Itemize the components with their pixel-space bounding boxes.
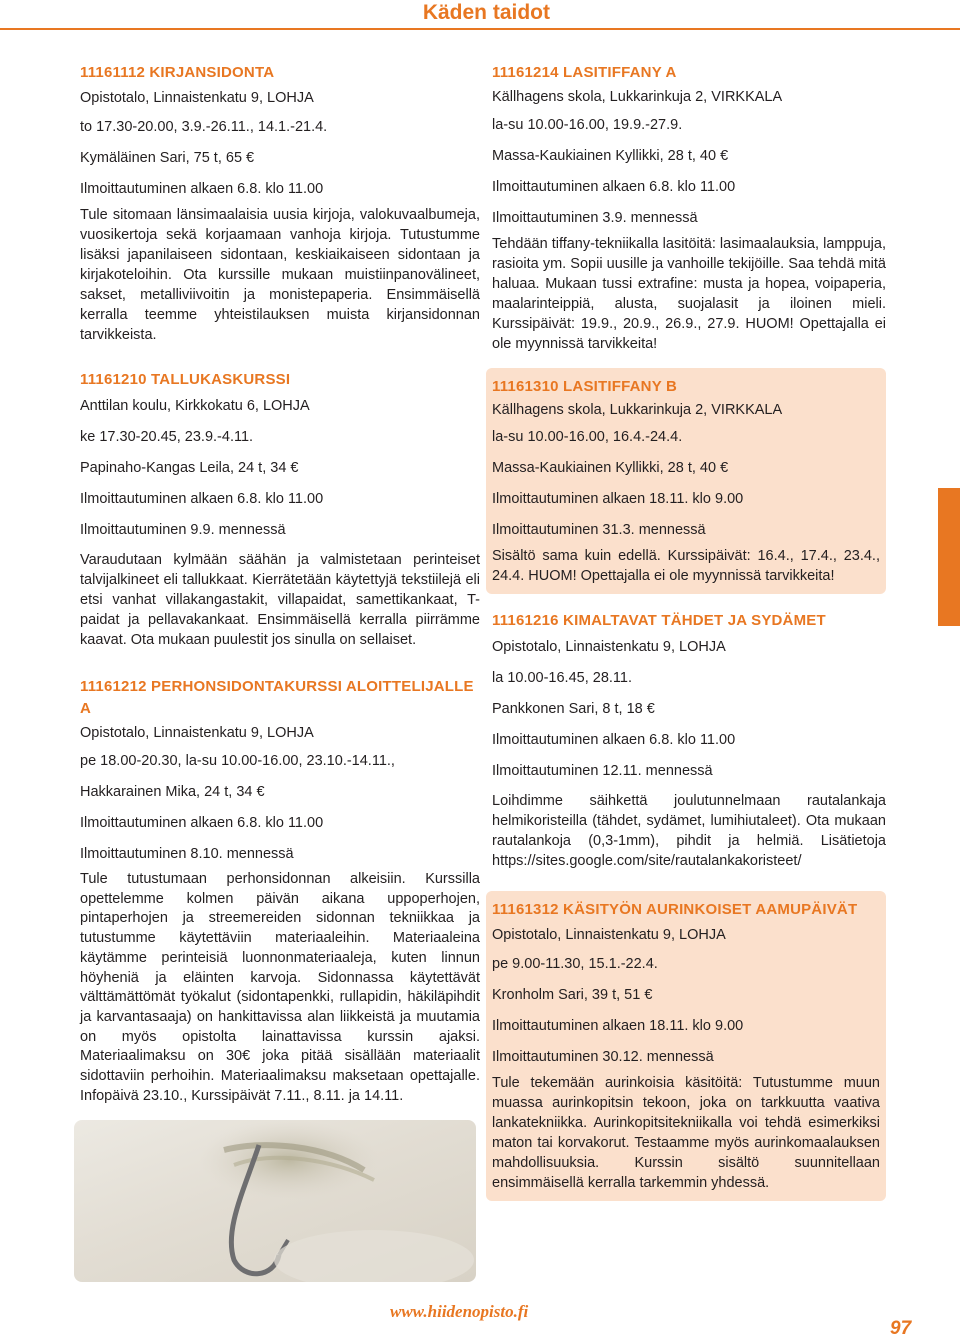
- course-schedule: ke 17.30-20.45, 23.9.-4.11.: [80, 429, 254, 445]
- course-registration-deadline: Ilmoittautuminen 3.9. mennessä: [492, 210, 698, 226]
- page-header: [0, 0, 960, 30]
- course-schedule: to 17.30-20.00, 3.9.-26.11., 14.1.-21.4.: [80, 119, 328, 135]
- course-teacher: Papinaho-Kangas Leila, 24 t, 34 €: [80, 460, 299, 476]
- section-title: Käden taidot: [422, 1, 550, 24]
- course-kimaltavat-tahdet: [492, 610, 886, 871]
- course-registration-deadline: Ilmoittautuminen 9.9. mennessä: [80, 522, 286, 538]
- course-heading: 11161212 PERHONSIDONTAKURSSI ALOITTELIJALLE A: [80, 678, 474, 717]
- course-schedule: la-su 10.00-16.00, 19.9.-27.9.: [492, 117, 683, 133]
- course-schedule: la-su 10.00-16.00, 16.4.-24.4.: [492, 429, 683, 445]
- course-location: Opistotalo, Linnaistenkatu 9, LOHJA: [492, 927, 726, 943]
- course-heading: 11161216 KIMALTAVAT TÄHDET JA SYDÄMET: [492, 612, 826, 629]
- course-schedule: pe 9.00-11.30, 15.1.-22.4.: [492, 956, 658, 972]
- course-description: Varaudutaan kylmään säähän ja valmistetaan perinteiset talvijalkineet eli tallukkaat. Kierrätetään käytettyjä tekstiilejä eli etsi vanhat villakangastakit, villapaidat, samettikankaat, T-paidat ja pellavakankaat. Ensimmäisellä kerralla piirrämme kaavat. Ota mukaan puulestit jos sinulla on sellaiset.: [80, 552, 480, 648]
- course-schedule: la 10.00-16.45, 28.11.: [492, 670, 633, 686]
- course-kirjansidonta: [80, 62, 480, 345]
- page-number: 97: [890, 1318, 912, 1339]
- course-description: Tule tutustumaan perhonsidonnan alkeisiin. Kurssilla opettelemme kolmen päivän aikana uppoperhojen, pintaperhojen ja streemereiden sidonnan tekniikkaa ja tutustumme käytettäviin materiaaleihin. Materiaaleina käytämme perinteisiä luonnonmateriaaleja, kuten linnun höyheniä ja eläinten karvoja. Sidonnassa käytettävät välttämättömät työkalut (sidontapenkki, rullapidin, häkiläpihdit ja karvantasaaja) on hankittavissa alan liikkeistä ja muutamia on myös opistolta lainattavissa kurssin ajaksi. Materiaalimaksu on 30€ joka pitää sisällään materiaalit sidottaviin perhoihin. Materiaalimaksu maksetaan opettajalle. Infopäivä 23.10., Kurssipäivät 7.11., 8.11. ja 14.11.: [80, 871, 480, 1104]
- course-heading: 11161312 KÄSITYÖN AURINKOISET AAMUPÄIVÄT: [492, 901, 858, 918]
- course-lasitiffany-a: [492, 62, 886, 354]
- fly-tying-photo: [74, 1120, 476, 1282]
- course-description: Loihdimme säihkettä joulutunnelmaan rautalankaja helmikoristeilla (tähdet, sydämet, lumihiutaleet). Ota mukaan rautalankoja (0,3-1mm), pihdit ja helmiä. Lisätietoja https://sites.google.com/site/rautalankakoristeet/: [492, 793, 886, 869]
- course-teacher: Massa-Kaukiainen Kyllikki, 28 t, 40 €: [492, 460, 729, 476]
- course-registration-start: Ilmoittautuminen alkaen 6.8. klo 11.00: [80, 815, 324, 831]
- course-location: Opistotalo, Linnaistenkatu 9, LOHJA: [80, 90, 314, 106]
- course-heading: 11161112 KIRJANSIDONTA: [80, 64, 275, 81]
- course-location: Anttilan koulu, Kirkkokatu 6, LOHJA: [80, 398, 310, 414]
- course-registration-deadline: Ilmoittautuminen 30.12. mennessä: [492, 1049, 714, 1065]
- right-column: [492, 62, 886, 1201]
- course-heading: 11161310 LASITIFFANY B: [492, 378, 678, 395]
- course-description: Tehdään tiffany-tekniikalla lasitöitä: lasimaalauksia, lamppuja, rasioita ym. Sopii uusille ja vanhoille tekijöille. Saa tehdä mitä haluaa. Mukaan tussi extrafine: musta ja hopea, voipaperia, maalarinteippiä, alusta, suojalasit ja iloinen mieli. Kurssipäivät: 19.9., 20.9., 26.9., 27.9. HUOM! Opettajalla ei ole myynnissä tarvikkeita!: [492, 236, 886, 352]
- course-location: Källhagens skola, Lukkarinkuja 2, VIRKKALA: [492, 89, 783, 105]
- course-lasitiffany-b: [486, 368, 886, 594]
- course-location: Opistotalo, Linnaistenkatu 9, LOHJA: [492, 639, 726, 655]
- course-location: Källhagens skola, Lukkarinkuja 2, VIRKKALA: [492, 402, 783, 418]
- course-perhonsidonta: [80, 676, 480, 1106]
- course-teacher: Kymäläinen Sari, 75 t, 65 €: [80, 150, 255, 166]
- course-description: Tule sitomaan länsimaalaisia uusia kirjoja, valokuvaalbumeja, vuosikertoja sekä korjaamaan vanhoja kirjoja. Tutustumme lisäksi japanilaiseen sidontaan, keskiaikaiseen sidontaan ja kirjakoteloihin. Ota kurssille mukaan muistiinpanovälineet, sakset, metalliviivoitin ja monistepaperia. Ensimmäisellä kerralla teemme yhteistilauksen muista kirjansidonnan tarvikkeista.: [80, 207, 480, 343]
- course-description: Sisältö sama kuin edellä. Kurssipäivät: 16.4., 17.4., 23.4., 24.4. HUOM! Opettajalla ei ole myynnissä tarvikkeita!: [492, 548, 880, 584]
- course-teacher: Pankkonen Sari, 8 t, 18 €: [492, 701, 655, 717]
- course-registration-deadline: Ilmoittautuminen 12.11. mennessä: [492, 763, 713, 779]
- course-schedule: pe 18.00-20.30, la-su 10.00-16.00, 23.10.-14.11.,: [80, 753, 395, 769]
- course-teacher: Hakkarainen Mika, 24 t, 34 €: [80, 784, 265, 800]
- course-registration-deadline: Ilmoittautuminen 8.10. mennessä: [80, 846, 294, 862]
- course-heading: 11161214 LASITIFFANY A: [492, 64, 677, 81]
- fly-hook-illustration: [74, 1120, 476, 1282]
- section-tab-marker: [938, 488, 960, 626]
- course-teacher: Massa-Kaukiainen Kyllikki, 28 t, 40 €: [492, 148, 729, 164]
- header-rule: [0, 28, 960, 30]
- course-aurinkoiset-aamupaivat: [486, 891, 886, 1201]
- course-registration-start: Ilmoittautuminen alkaen 18.11. klo 9.00: [492, 1018, 744, 1034]
- course-teacher: Kronholm Sari, 39 t, 51 €: [492, 987, 653, 1003]
- course-registration-start: Ilmoittautuminen alkaen 18.11. klo 9.00: [492, 491, 744, 507]
- course-heading: 11161210 TALLUKASKURSSI: [80, 371, 291, 388]
- course-registration: Ilmoittautuminen alkaen 6.8. klo 11.00: [80, 181, 324, 197]
- course-registration-deadline: Ilmoittautuminen 31.3. mennessä: [492, 522, 706, 538]
- left-column: [80, 62, 480, 1106]
- footer-website-link[interactable]: www.hiidenopisto.fi: [390, 1302, 529, 1321]
- course-registration-start: Ilmoittautuminen alkaen 6.8. klo 11.00: [492, 179, 736, 195]
- course-location: Opistotalo, Linnaistenkatu 9, LOHJA: [80, 725, 314, 741]
- course-registration-start: Ilmoittautuminen alkaen 6.8. klo 11.00: [492, 732, 736, 748]
- course-registration-start: Ilmoittautuminen alkaen 6.8. klo 11.00: [80, 491, 324, 507]
- course-tallukaskurssi: [80, 369, 480, 650]
- course-description: Tule tekemään aurinkoisia käsitöitä: Tutustumme muun muassa aurinkopitsin tekoon, joka on tarkkuutta vaativa lankatekniikka. Aurinkopitsitekniikalla voi tehdä esimerkiksi maton tai korvakorut. Testaamme myös aurinkomaalauksen mahdollisuuksia. Kurssin sisältö suunnitellaan ensimmäisellä kerralla tarkemmin yhdessä.: [492, 1075, 880, 1191]
